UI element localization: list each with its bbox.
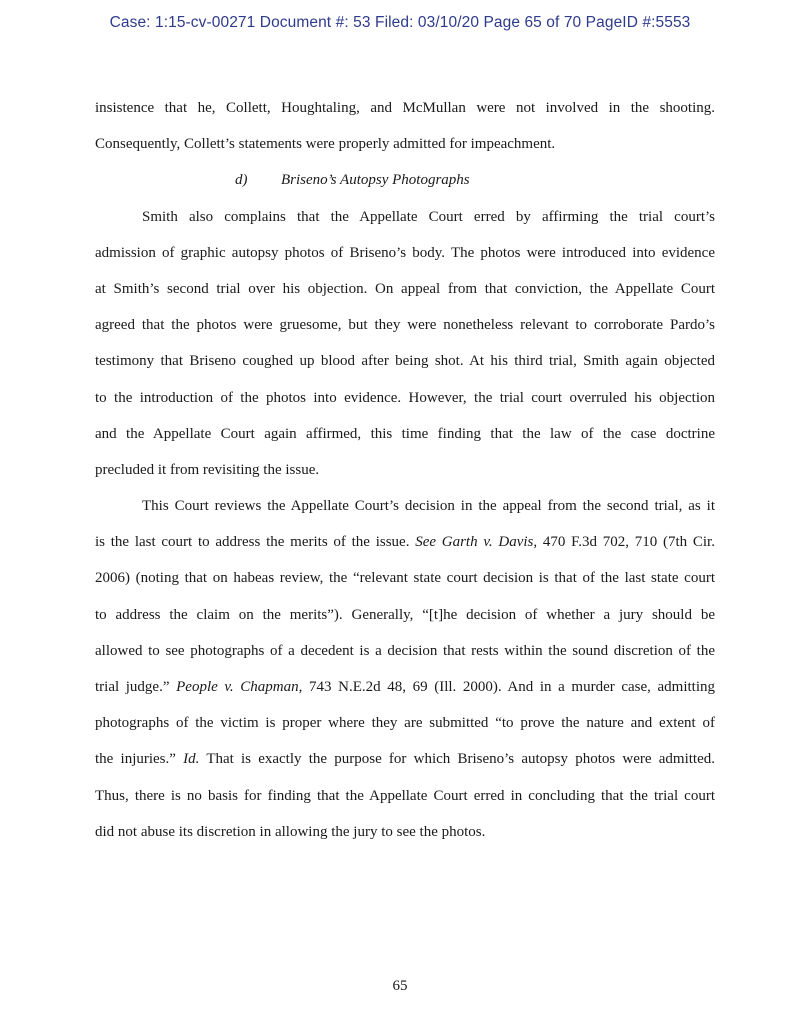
body-line [95,741,715,777]
body-text-span: the injuries.” [95,751,184,768]
body-line: 2006) (noting that on habeas review, the “relevant state court decision is that of the last state court [95,570,715,587]
body-text-span: trial judge.” [95,679,177,695]
body-line: precluded it from revisiting the issue. [95,461,320,478]
body-line: allowed to see photographs of a decedent is a decision that rests within the sound discretion of the [95,642,715,659]
body-text-span: is the last court to address the merits of the issue. [95,534,416,551]
body-text-span: , 743 N.E.2d 48, 69 (Ill. 2000). And in a murder case, admitting [298,679,716,695]
body-text-span: That is exactly the purpose for which Briseno’s autopsy photos were admitted. [199,751,715,768]
body-line: admission of graphic autopsy photos of Briseno’s body. The photos were introduced into evidence [95,244,715,261]
section-heading-title: Briseno’s Autopsy Photographs [281,172,470,189]
body-line: to address the claim on the merits”). Generally, “[t]he decision of whether a jury should be [95,606,715,623]
body-line: testimony that Briseno coughed up blood after being shot. At his third trial, Smith again objected [95,353,715,370]
body-line: and the Appellate Court again affirmed, this time finding that the law of the case doctrine [95,425,715,442]
body-line: Thus, there is no basis for finding that the Appellate Court erred in concluding that the trial court [95,787,715,804]
body-line: at Smith’s second trial over his objection. On appeal from that conviction, the Appellate Court [95,280,715,297]
body-line: photographs of the victim is proper where they are submitted “to prove the nature and extent of [95,715,715,732]
body-line: This Court reviews the Appellate Court’s decision in the appeal from the second trial, as it [142,498,715,515]
body-line: Consequently, Collett’s statements were properly admitted for impeachment. [95,136,556,153]
body-line: agreed that the photos were gruesome, but they were nonetheless relevant to corroborate Pardo’s [95,317,715,334]
case-citation: See Garth v. Davis [415,534,534,551]
body-line: to the introduction of the photos into evidence. However, the trial court overruled his objection [95,389,715,406]
section-heading [95,162,715,198]
court-filing-stamp: Case: 1:15-cv-00271 Document #: 53 Filed: 03/10/20 Page 65 of 70 PageID #:5553 [109,14,691,31]
body-text-span: , 470 F.3d 702, 710 (7th Cir. [533,534,715,551]
body-line: did not abuse its discretion in allowing the jury to see the photos. [95,823,486,840]
case-citation: People v. Chapman [176,679,299,695]
page-number: 65 [392,978,408,994]
body-line [95,524,715,560]
body-line [95,669,715,705]
body-line: Smith also complains that the Appellate Court erred by affirming the trial court’s [142,208,715,225]
document-body [95,90,715,850]
section-heading-label: d) [235,172,248,189]
case-citation: Id. [183,751,200,768]
body-line: insistence that he, Collett, Houghtaling, and McMullan were not involved in the shooting. [95,100,715,116]
